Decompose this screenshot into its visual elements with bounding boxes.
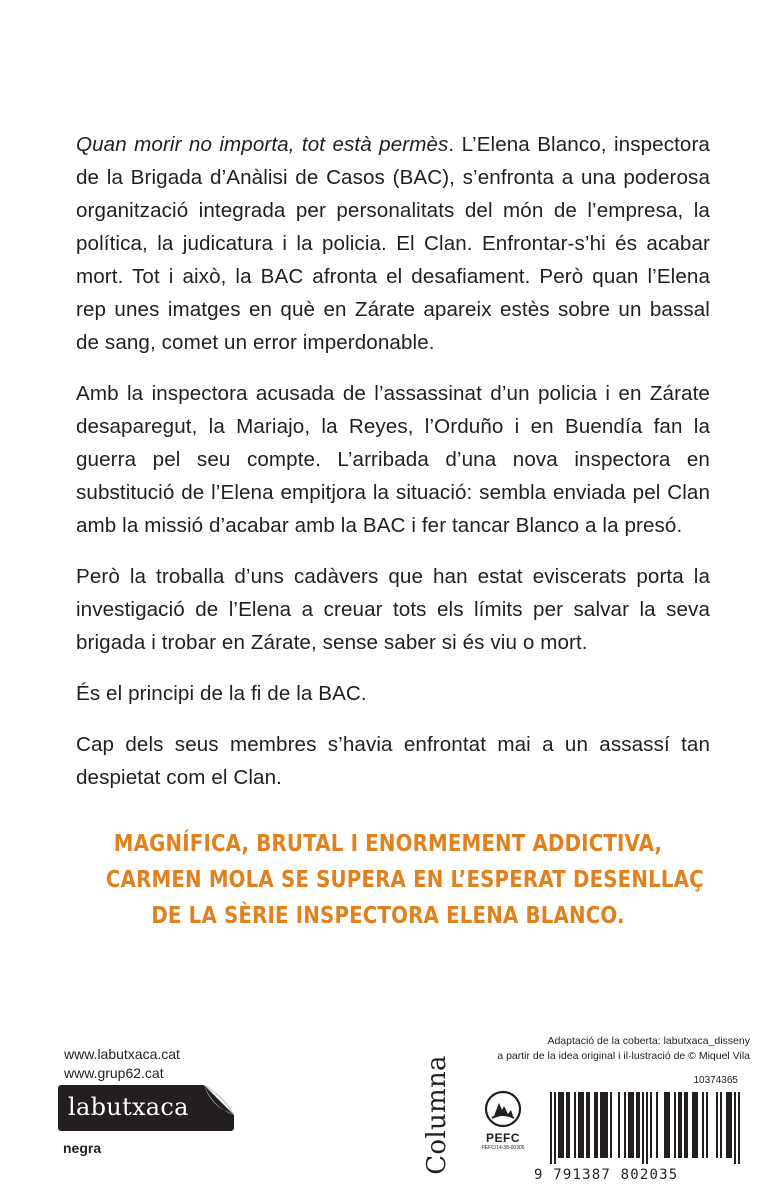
cover-credits (474, 1034, 750, 1064)
publisher-name: Columna (422, 1055, 452, 1175)
back-cover-blurb (76, 128, 710, 812)
press-quote (105, 826, 704, 934)
barcode-bar (738, 1092, 740, 1164)
barcode-bar (568, 1092, 570, 1158)
barcode-bar (600, 1092, 602, 1158)
pefc-tree-icon (484, 1090, 522, 1128)
publisher-logo (414, 1040, 460, 1190)
blurb-tagline: Quan morir no importa, tot està permès (76, 133, 449, 156)
barcode-bar (656, 1092, 658, 1158)
barcode-bar (588, 1092, 590, 1158)
barcode-bar (638, 1092, 640, 1158)
barcode-bar (636, 1092, 638, 1158)
barcode-bar (668, 1092, 670, 1158)
barcode-bar (596, 1092, 598, 1158)
barcode-bar (610, 1092, 612, 1158)
barcode-bar (702, 1092, 704, 1158)
blurb-paragraph-5: Cap dels seus membres s’havia enfrontat mai a un assassí tan despietat com el Clan. (76, 733, 710, 789)
url-labutxaca[interactable]: www.labutxaca.cat (64, 1046, 180, 1062)
barcode-bar (582, 1092, 584, 1158)
barcode-bar (562, 1092, 564, 1158)
barcode-bar (694, 1092, 696, 1158)
barcode-bar (580, 1092, 582, 1158)
barcode-bar (726, 1092, 728, 1158)
barcode-bar (554, 1092, 556, 1164)
labutxaca-logo (58, 1085, 234, 1131)
barcode-bar (630, 1092, 632, 1158)
pefc-code: PEFC/14-38-00305 (481, 1145, 525, 1151)
publisher-urls (64, 1045, 180, 1083)
barcode-bar (664, 1092, 666, 1158)
barcode-bar (696, 1092, 698, 1158)
page-curl-icon (204, 1085, 234, 1115)
blurb-paragraph-1-text: . L’Elena Blanco, inspectora de la Brigada d’Anàlisi de Casos (BAC), s’enfronta a una poderosa organització integrada per personalitats del món de l’empresa, la política, la judicatura i la policia. El Clan. Enfrontar-s’hi és acabar mort. Tot i això, la BAC afronta el desafiament. Però quan l’Elena rep unes imatges en què en Zárate apareix estès sobre un bassal de sang, comet un error imperdonable. (76, 133, 710, 354)
barcode-bar (706, 1092, 708, 1158)
barcode-bar (684, 1092, 686, 1158)
barcode-bar (716, 1092, 718, 1158)
barcode-bar (666, 1092, 668, 1158)
barcode-bar (624, 1092, 626, 1158)
barcode-bar (586, 1092, 588, 1158)
isbn-number: 9 791387 802035 (534, 1167, 679, 1183)
blurb-paragraph-1 (76, 128, 710, 359)
quote-line-1: MAGNÍFICA, BRUTAL I ENORMEMENT ADDICTIVA, (113, 831, 663, 857)
blurb-paragraph-2: Amb la inspectora acusada de l’assassinat d’un policia i en Zárate desaparegut, la Mariajo, la Reyes, l’Orduño i en Buendía fan la guerra pel seu compte. L’arribada d’una nova inspectora en substitució de l’Elena empitjora la situació: sembla enviada pel Clan amb la missió d’acabar amb la BAC i fer tancar Blanco a la presó. (76, 382, 710, 537)
product-code: 10374365 (693, 1075, 738, 1086)
labutxaca-logo-text: labutxaca (68, 1093, 189, 1121)
barcode-bar (550, 1092, 552, 1164)
quote-line-2: CARMEN MOLA SE SUPERA EN L’ESPERAT DESENLLAÇ (105, 867, 704, 893)
barcode-bar (728, 1092, 730, 1158)
credit-line-2: a partir de la idea original i il·lustració de © Miquel Vila (497, 1050, 750, 1062)
barcode-bar (730, 1092, 732, 1158)
barcode-bar (734, 1092, 736, 1164)
quote-line-3: DE LA SÈRIE INSPECTORA ELENA BLANCO. (151, 903, 625, 929)
barcode-bar (646, 1092, 648, 1164)
barcode-bar (680, 1092, 682, 1158)
barcode-bar (578, 1092, 580, 1158)
barcode-bar (692, 1092, 694, 1158)
credit-line-1: Adaptació de la coberta: labutxaca_disseny (547, 1035, 750, 1047)
barcode-bar (686, 1092, 688, 1158)
barcode-bar (618, 1092, 620, 1158)
barcode-bar (602, 1092, 604, 1158)
url-grup62[interactable]: www.grup62.cat (64, 1065, 164, 1081)
barcode-bar (594, 1092, 596, 1158)
barcode-bar (678, 1092, 680, 1158)
barcode-bar (560, 1092, 562, 1158)
isbn-barcode (540, 1092, 748, 1164)
blurb-paragraph-3: Però la troballa d’uns cadàvers que han estat eviscerats porta la investigació de l’Elena a creuar tots els límits per salvar la seva brigada i trobar en Zárate, sense saber si és viu o mort. (76, 565, 710, 654)
barcode-bar (566, 1092, 568, 1158)
barcode-bar (632, 1092, 634, 1158)
barcode-bar (574, 1092, 576, 1158)
barcode-bar (650, 1092, 652, 1158)
barcode-bar (558, 1092, 560, 1158)
barcode-bar (674, 1092, 676, 1158)
collection-label: negra (63, 1140, 102, 1156)
barcode-bar (642, 1092, 644, 1164)
blurb-paragraph-4: És el principi de la fi de la BAC. (76, 682, 367, 705)
pefc-label: PEFC (485, 1131, 520, 1145)
pefc-certification (478, 1090, 528, 1151)
barcode-bar (604, 1092, 606, 1158)
barcode-bar (606, 1092, 608, 1158)
barcode-bar (720, 1092, 722, 1158)
barcode-bar (628, 1092, 630, 1158)
